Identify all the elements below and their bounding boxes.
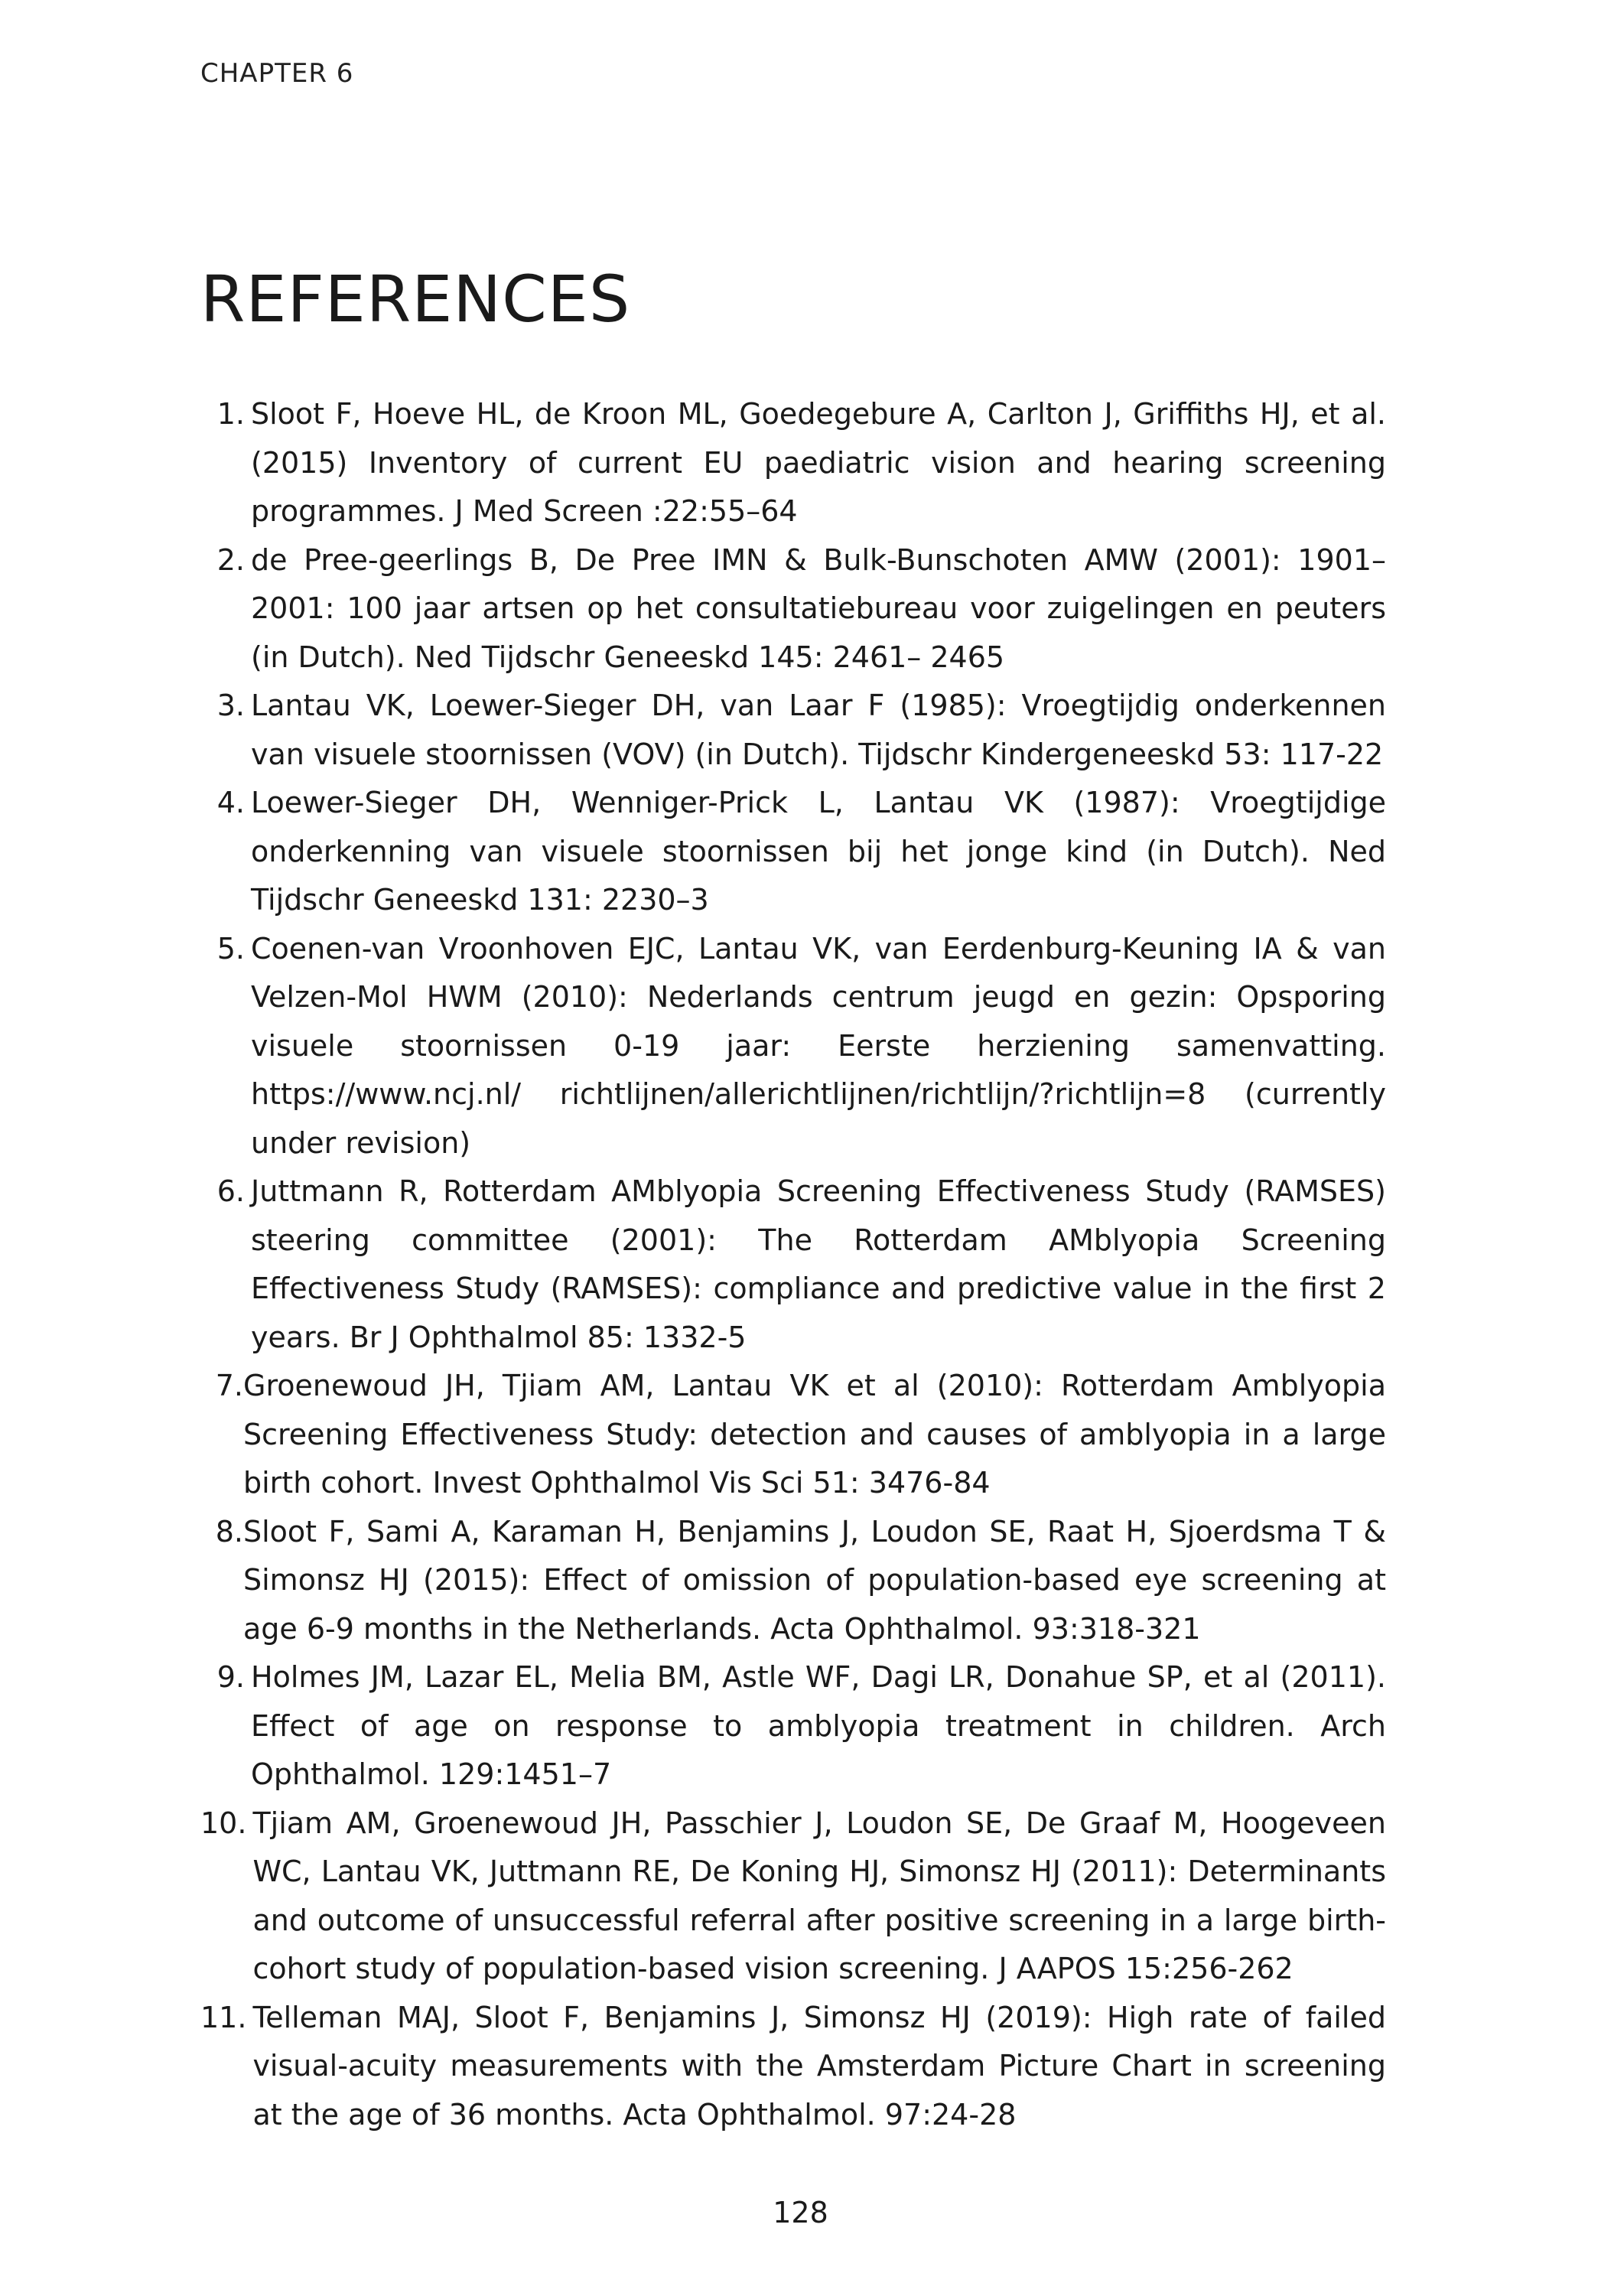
running-head: CHAPTER 6 [200,58,354,89]
reference-text: Telleman MAJ, Sloot F, Benjamins J, Simonsz HJ (2019): High rate of failed visual-acuity measurements with the Amsterdam Picture Chart in screening at the age of 36 months. Acta Ophthalmol. 97:24-28 [252,2000,1386,2132]
reference-number: 7. [215,1369,243,1402]
reference-number: 4. [216,786,245,819]
reference-item [200,1362,1386,1508]
page-number: 128 [773,2196,828,2229]
reference-number: 5. [216,931,245,966]
reference-number: 1. [216,397,245,431]
reference-text: Holmes JM, Lazar EL, Melia BM, Astle WF, Dagi LR, Donahue SP, et al (2011). Effect of age on response to amblyopia treatment in children. Arch Ophthalmol. 129:1451–7 [251,1660,1386,1791]
reference-number: 6. [216,1174,245,1208]
reference-item [200,779,1386,925]
reference-item [200,536,1386,682]
reference-number: 9. [216,1660,245,1694]
reference-number: 11. [200,2000,247,2034]
reference-text: Groenewoud JH, Tjiam AM, Lantau VK et al (2010): Rotterdam Amblyopia Screening Effectiveness Study: detection and causes of amblyopia in a large birth cohort. Invest Ophthalmol Vis Sci 51: 3476-84 [243,1369,1386,1500]
reference-item [200,1168,1386,1362]
reference-item [200,682,1386,779]
reference-text: Coenen-van Vroonhoven EJC, Lantau VK, van Eerdenburg-Keuning IA & van Velzen-Mol HWM (2010): Nederlands centrum jeugd en gezin: Opsporing visuele stoornissen 0-19 jaar: Eerste herziening samenvatting. https://www.ncj.nl/ richtlijnen/allerichtlijnen/richtlijn/?richtlijn=8 (currently under revision) [251,931,1386,1160]
reference-item [200,390,1386,536]
reference-text: Loewer-Sieger DH, Wenniger-Prick L, Lantau VK (1987): Vroegtijdige onderkenning van visuele stoornissen bij het jonge kind (in Dutch). Ned Tijdschr Geneeskd 131: 2230–3 [251,786,1386,917]
reference-item [200,1653,1386,1799]
section-title: REFERENCES [200,262,631,337]
reference-item [200,1508,1386,1654]
reference-list [200,390,1386,2139]
reference-number: 10. [200,1806,247,1840]
reference-item [200,1994,1386,2140]
reference-number: 8. [215,1514,243,1549]
reference-number: 2. [216,542,245,577]
reference-number: 3. [216,689,245,722]
reference-text: Sloot F, Hoeve HL, de Kroon ML, Goedegebure A, Carlton J, Griffiths HJ, et al. (2015) Inventory of current EU paediatric vision and hearing screening programmes. J Med Screen :22:55–64 [251,397,1386,528]
reference-text: Lantau VK, Loewer-Sieger DH, van Laar F (1985): Vroegtijdig onderkennen van visuele stoornissen (VOV) (in Dutch). Tijdschr Kindergeneeskd 53: 117-22 [251,689,1386,771]
reference-text: Sloot F, Sami A, Karaman H, Benjamins J, Loudon SE, Raat H, Sjoerdsma T & Simonsz HJ (2015): Effect of omission of population-based eye screening at age 6-9 months in the Netherlands. Acta Ophthalmol. 93:318-321 [243,1514,1386,1646]
reference-text: Tjiam AM, Groenewoud JH, Passchier J, Loudon SE, De Graaf M, Hoogeveen WC, Lantau VK, Juttmann RE, De Koning HJ, Simonsz HJ (2011): Determinants and outcome of unsuccessful referral after positive screening in a large birth-cohort study of population-based vision screening. J AAPOS 15:256-262 [252,1806,1386,1985]
reference-text: Juttmann R, Rotterdam AMblyopia Screening Effectiveness Study (RAMSES) steering committee (2001): The Rotterdam AMblyopia Screening Effectiveness Study (RAMSES): compliance and predictive value in the first 2 years. Br J Ophthalmol 85: 1332-5 [251,1174,1386,1354]
reference-item [200,1799,1386,1994]
reference-text: de Pree-geerlings B, De Pree IMN & Bulk-Bunschoten AMW (2001): 1901–2001: 100 jaar artsen op het consultatiebureau voor zuigelingen en peuters (in Dutch). Ned Tijdschr Geneeskd 145: 2461– 2465 [251,542,1386,674]
reference-item [200,925,1386,1168]
